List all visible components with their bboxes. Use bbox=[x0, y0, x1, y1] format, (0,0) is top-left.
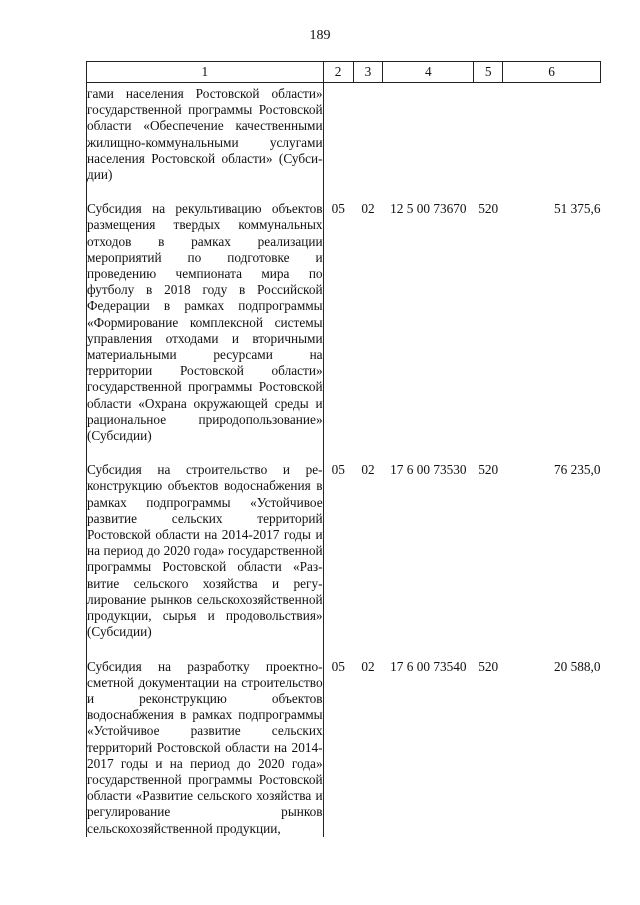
column-header-3: 3 bbox=[353, 62, 383, 83]
row-subsection-code bbox=[353, 83, 383, 184]
table-header-row bbox=[87, 62, 601, 83]
row-description: Субсидия на разработку проектно-сметной документации на строительство и реконструкцию объектов водоснабжения в рамках подпрограммы «Устойчивое развитие сельских территорий Ростовской области на 2014-2017 годы и на период до 2020 года» государственной программы Ростовской области «Развитие сельского хозяйства и регулирование рынков сельскохозяйственной продукции, bbox=[87, 658, 323, 836]
row-section-code: 05 bbox=[331, 462, 345, 478]
row-description: Субсидия на рекультивацию объектов размещения твердых коммунальных отходов в рамках реализации мероприятий по подготовке и проведению чемпионата мира по футболу в 2018 году в Российской Федерации в рамках подпрограммы «Формирование комплексной системы управления отходами и вторичными материальными ресурсами на территории Ростовской области» государственной программы Ростовской области «Охрана окружающей среды и рациональное природопользование» (Субсидии) bbox=[87, 201, 323, 444]
column-header-6: 6 bbox=[503, 62, 601, 83]
row-amount: 51 375,6 bbox=[553, 201, 601, 217]
column-header-2: 2 bbox=[323, 62, 353, 83]
column-header-4: 4 bbox=[383, 62, 474, 83]
row-target-item-code bbox=[383, 83, 474, 184]
row-description: Субсидия на строительство и реконструкцию объектов водоснабжения в рамках подпрограммы «Устойчивое развитие сельских территорий Ростовской области на 2014-2017 годы и на период до 2020 года» государственной программы Ростовской области «Развитие сельского хозяйства и регулирование рынков сельскохозяйственной продукции, сырья и продовольствия» (Субсидии) bbox=[87, 462, 323, 640]
row-target-item-code: 17 6 00 73530 bbox=[390, 462, 467, 478]
table-row bbox=[87, 201, 601, 444]
column-header-5: 5 bbox=[474, 62, 503, 83]
row-target-item-code: 17 6 00 73540 bbox=[390, 658, 467, 674]
table-row bbox=[87, 659, 601, 837]
row-spacer bbox=[87, 183, 601, 201]
column-header-1: 1 bbox=[87, 62, 324, 83]
row-subsection-code: 02 bbox=[361, 201, 375, 217]
row-target-item-code: 12 5 00 73670 bbox=[390, 201, 467, 217]
row-expense-type-code bbox=[474, 83, 503, 184]
row-description: гами населения Ростовской области» государственной программы Ростовской области «Обеспечение качественными жилищно-коммунальными услугами населения Ростовской области» (Субсидии) bbox=[87, 83, 324, 184]
row-spacer bbox=[87, 444, 601, 462]
row-section-code bbox=[323, 83, 353, 184]
row-spacer bbox=[87, 641, 601, 659]
row-section-code: 05 bbox=[331, 658, 345, 674]
row-expense-type-code: 520 bbox=[478, 462, 499, 478]
row-amount: 20 588,0 bbox=[553, 658, 601, 674]
row-subsection-code: 02 bbox=[361, 658, 375, 674]
row-amount: 76 235,0 bbox=[553, 462, 601, 478]
budget-table bbox=[86, 61, 601, 837]
row-amount bbox=[503, 83, 601, 184]
page-number: 189 bbox=[309, 28, 331, 43]
table-row bbox=[87, 83, 601, 184]
row-section-code: 05 bbox=[331, 201, 345, 217]
row-subsection-code: 02 bbox=[361, 462, 375, 478]
row-expense-type-code: 520 bbox=[478, 201, 499, 217]
table-row bbox=[87, 462, 601, 640]
row-expense-type-code: 520 bbox=[478, 658, 499, 674]
